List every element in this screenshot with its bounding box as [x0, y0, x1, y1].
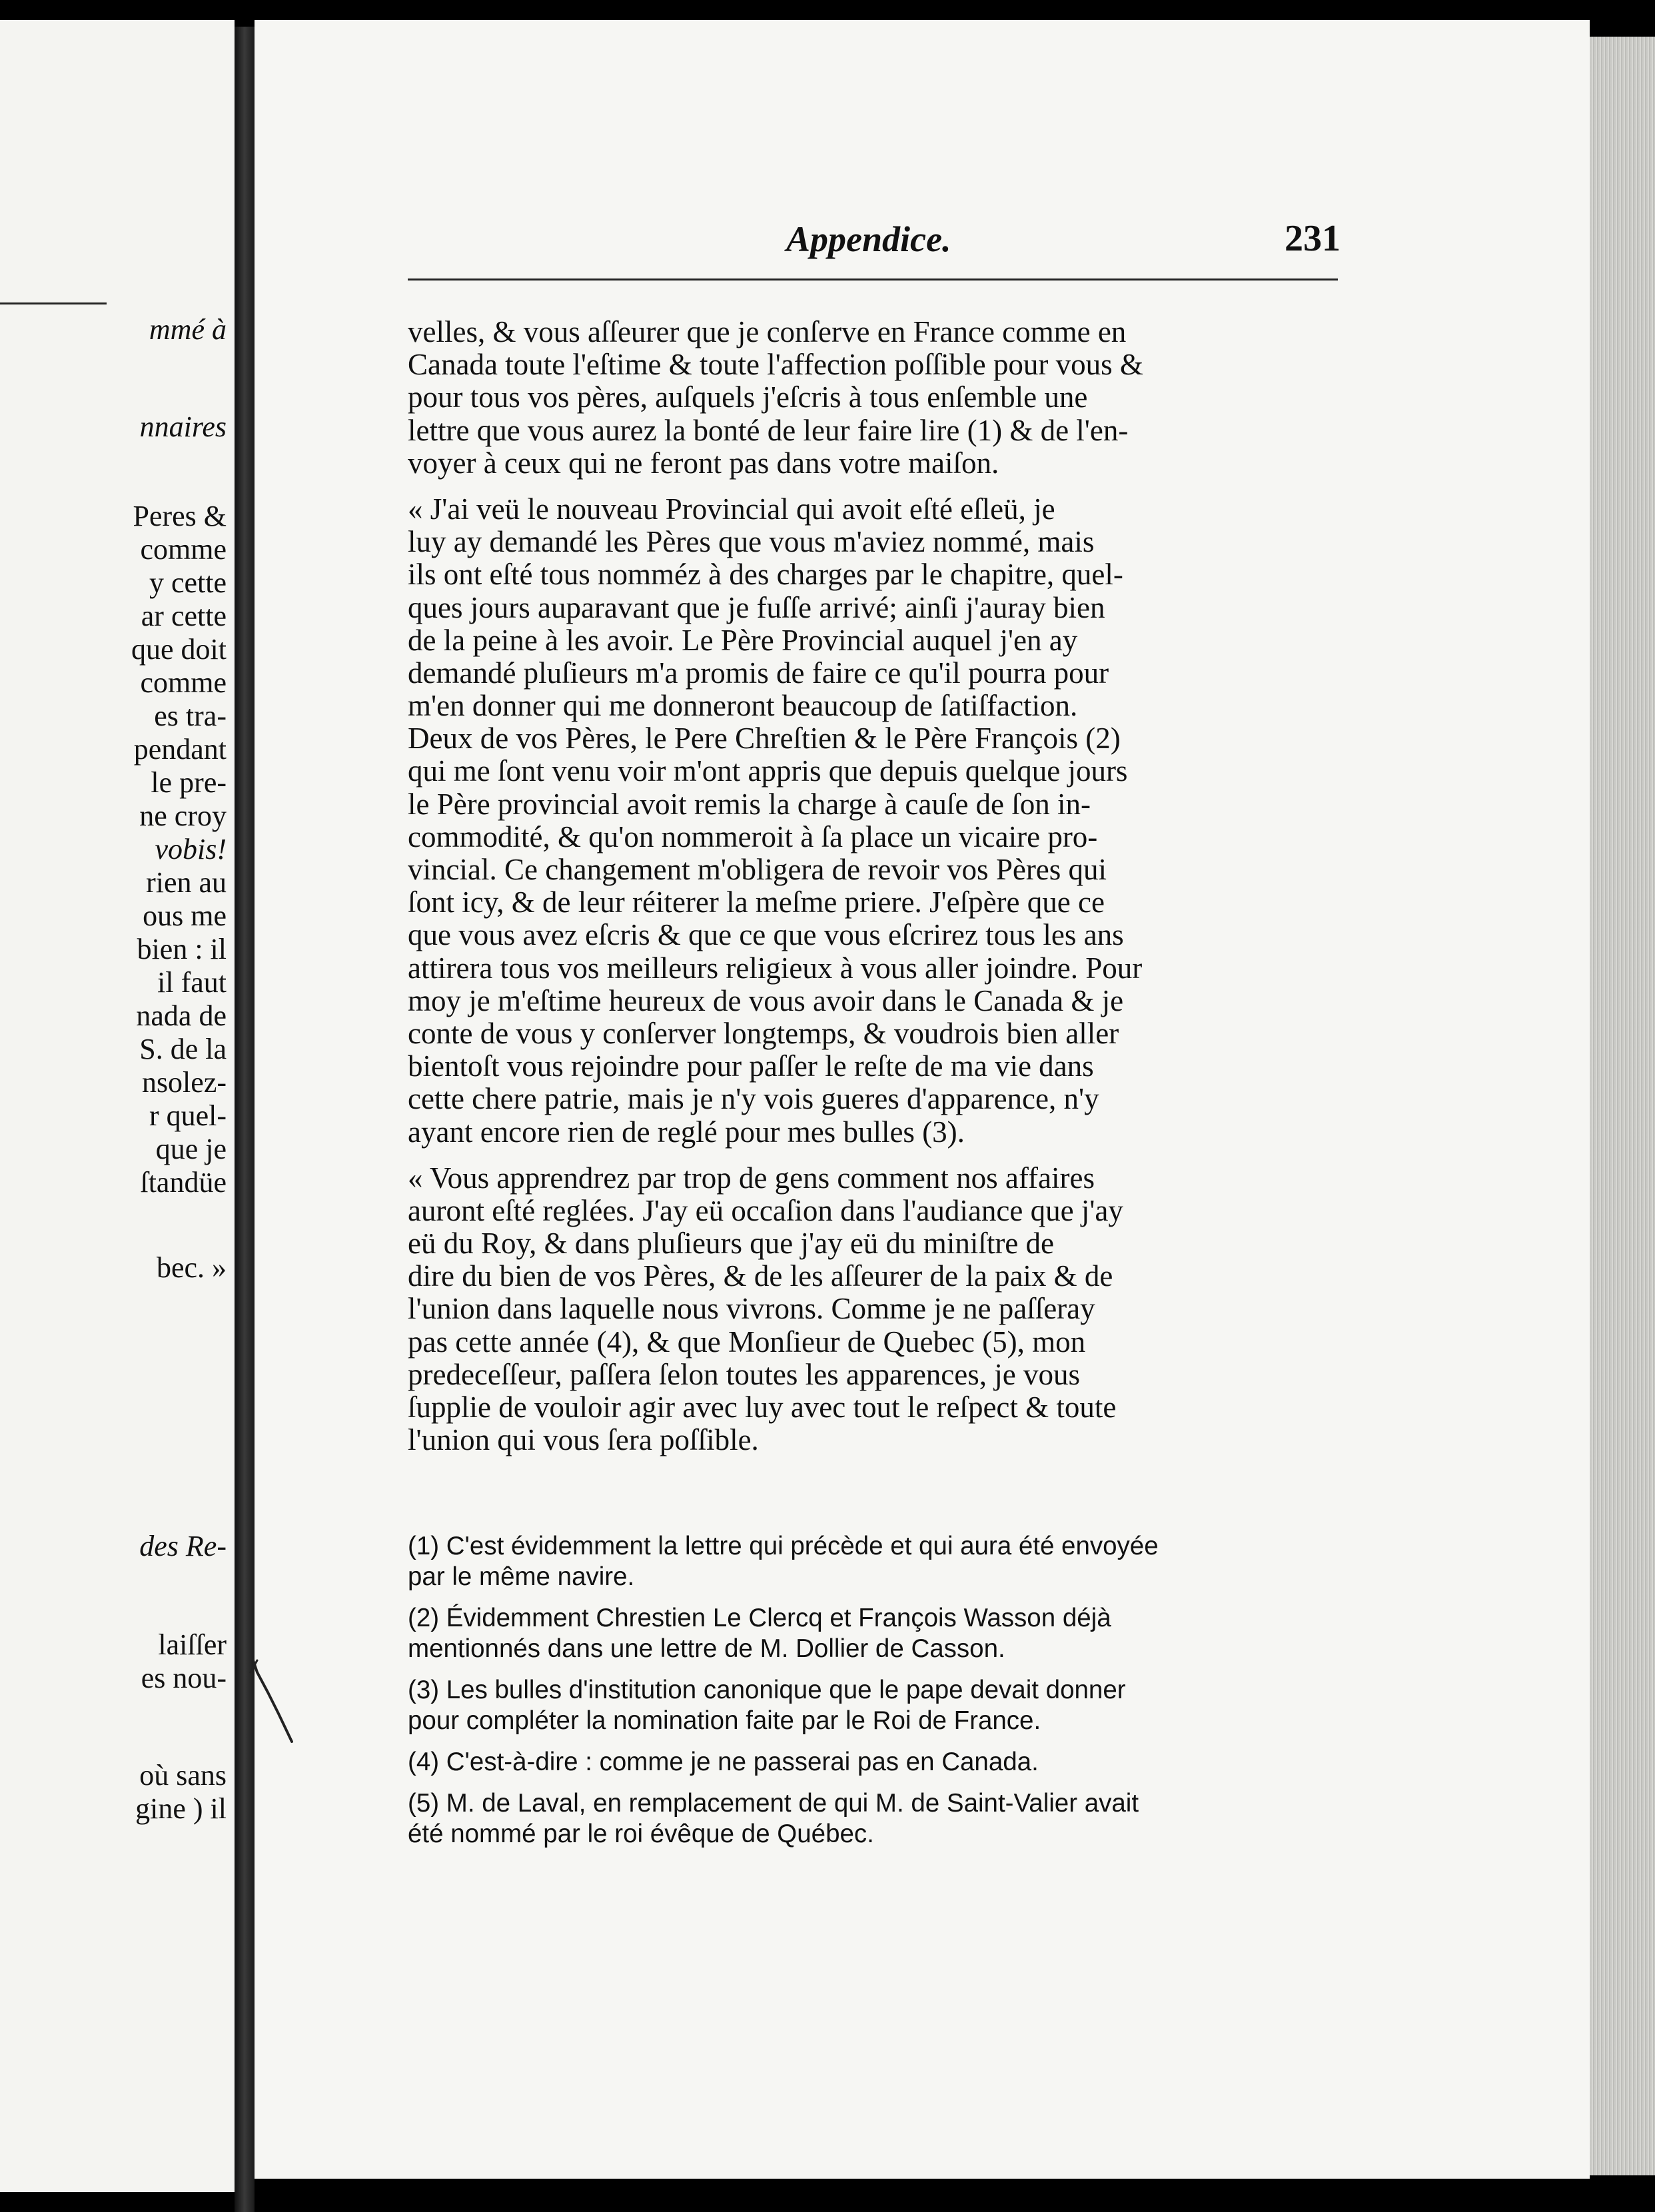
left-page-fragment: S. de la: [139, 1033, 227, 1065]
pencil-mark: [248, 1656, 301, 1750]
text-line: predeceſſeur, paſſera ſelon toutes les apparences, je vous: [408, 1357, 1081, 1391]
text-line: ques jours auparavant que je fuſſe arrivé; ainſi j'auray bien: [408, 590, 1105, 624]
left-page-fragment: ous me: [143, 899, 227, 932]
footnote-line: été nommé par le roi évêque de Québec.: [408, 1820, 874, 1848]
running-head: Appendice.: [786, 219, 951, 259]
footnote-line: par le même navire.: [408, 1562, 635, 1591]
left-page-fragment: comme: [140, 666, 227, 699]
left-page-edge: [0, 20, 235, 2192]
left-page-fragment: des Re-: [139, 1530, 227, 1562]
left-page-fragment: ſtandüe: [140, 1166, 227, 1199]
footnote-line: (1) C'est évidemment la lettre qui précède et qui aura été envoyée: [408, 1532, 1159, 1560]
text-line: luy ay demandé les Pères que vous m'aviez nommé, mais: [408, 525, 1095, 559]
text-line: moy je m'eſtime heureux de vous avoir dans le Canada & je: [408, 983, 1124, 1017]
text-line: bientoſt vous rejoindre pour paſſer le reſte de ma vie dans: [408, 1049, 1094, 1083]
left-page-fragment: es tra-: [154, 700, 227, 732]
text-line: voyer à ceux qui ne feront pas dans votre maiſon.: [408, 446, 999, 480]
text-line: conte de vous y conſerver longtemps, & voudrois bien aller: [408, 1016, 1119, 1050]
header-rule: [408, 278, 1338, 280]
footnote-line: mentionnés dans une lettre de M. Dollier de Casson.: [408, 1634, 1005, 1663]
text-line: de la peine à les avoir. Le Père Provincial auquel j'en ay: [408, 623, 1078, 657]
text-line: pour tous vos pères, auſquels j'eſcris à tous enſemble une: [408, 380, 1088, 414]
text-line: attirera tous vos meilleurs religieux à vous aller joindre. Pour: [408, 951, 1143, 985]
left-page-fragment: bien : il: [137, 933, 227, 965]
left-page-fragment: le pre-: [151, 766, 227, 799]
left-page-fragment: nnaires: [139, 410, 227, 443]
text-line: « J'ai veü le nouveau Provincial qui avoit eſté eſleü, je: [408, 492, 1055, 526]
left-page-fragment: nsolez-: [141, 1066, 227, 1099]
main-text: [408, 316, 1341, 1456]
left-page-fragment: gine ) il: [135, 1792, 227, 1825]
footnote-line: (2) Évidemment Chrestien Le Clercq et François Wasson déjà: [408, 1604, 1111, 1632]
footnote-line: (3) Les bulles d'institution canonique que le pape devait donner: [408, 1676, 1126, 1704]
text-line: demandé pluſieurs m'a promis de faire ce qu'il pourra pour: [408, 656, 1109, 690]
text-line: qui me ſont venu voir m'ont appris que depuis quelque jours: [408, 754, 1128, 788]
text-line: l'union dans laquelle nous vivrons. Comme je ne paſſeray: [408, 1292, 1095, 1326]
page-number: 231: [1285, 218, 1341, 259]
left-page-fragment: vobis!: [155, 833, 227, 865]
text-line: Canada toute l'eſtime & toute l'affection poſſible pour vous &: [408, 348, 1143, 382]
left-page-fragment: laiſſer: [158, 1628, 227, 1661]
book-gutter: [235, 27, 255, 2212]
footnote-line: pour compléter la nomination faite par le Roi de France.: [408, 1706, 1041, 1735]
footnote: [408, 1788, 1341, 1850]
text-line: cette chere patrie, mais je n'y vois gueres d'apparence, n'y: [408, 1082, 1099, 1116]
left-page-fragment: rien au: [146, 866, 227, 899]
page-edges: [1590, 37, 1655, 2175]
left-page-fragment: ar cette: [141, 600, 227, 632]
footnote: [408, 1747, 1341, 1778]
left-page-fragment: ne croy: [139, 800, 227, 832]
footnote: [408, 1675, 1341, 1736]
left-page-fragment: pendant: [133, 733, 227, 766]
left-page-fragment: es nou-: [141, 1662, 227, 1694]
footnote-line: (4) C'est-à-dire : comme je ne passerai pas en Canada.: [408, 1748, 1039, 1776]
left-page-fragment: Peres &: [133, 500, 227, 532]
text-line: ayant encore rien de reglé pour mes bulles (3).: [408, 1115, 965, 1149]
left-page-fragment: que doit: [131, 633, 227, 666]
paragraph: [408, 493, 1341, 1149]
text-line: eü du Roy, & dans pluſieurs que j'ay eü du miniſtre de: [408, 1227, 1055, 1261]
text-line: ſont icy, & de leur réiterer la meſme priere. J'eſpère que ce: [408, 885, 1105, 919]
left-page-fragment: y cette: [149, 566, 227, 599]
text-line: velles, & vous aſſeurer que je conſerve en France comme en: [408, 315, 1127, 348]
text-line: vincial. Ce changement m'obligera de revoir vos Pères qui: [408, 853, 1107, 886]
text-line: que vous avez eſcris & que ce que vous eſcrirez tous les ans: [408, 918, 1124, 952]
footnote: [408, 1531, 1341, 1592]
left-page-fragment: nada de: [136, 999, 227, 1032]
text-line: dire du bien de vos Pères, & de les aſſeurer de la paix & de: [408, 1259, 1113, 1293]
text-line: « Vous apprendrez par trop de gens comment nos affaires: [408, 1161, 1095, 1195]
left-page-fragment: bec. »: [156, 1251, 227, 1284]
text-line: ſupplie de vouloir agir avec luy avec tout le reſpect & toute: [408, 1390, 1117, 1424]
text-line: l'union qui vous ſera poſſible.: [408, 1423, 759, 1457]
paragraph: [408, 316, 1341, 480]
text-line: lettre que vous aurez la bonté de leur faire lire (1) & de l'en-: [408, 413, 1129, 447]
text-line: le Père provincial avoit remis la charge à cauſe de ſon in-: [408, 787, 1091, 821]
left-page-fragment: mmé à: [149, 313, 227, 346]
left-page-fragment: r quel-: [149, 1099, 227, 1132]
text-line: pas cette année (4), & que Monſieur de Quebec (5), mon: [408, 1325, 1086, 1359]
left-page-rule: [0, 302, 107, 304]
text-line: Deux de vos Pères, le Pere Chreſtien & le Père François (2): [408, 722, 1121, 756]
paragraph: [408, 1162, 1341, 1457]
text-line: m'en donner qui me donneront beaucoup de ſatiſfaction.: [408, 689, 1078, 723]
footnote-line: (5) M. de Laval, en remplacement de qui M. de Saint-Valier avait: [408, 1789, 1139, 1818]
left-page-fragment: que je: [155, 1133, 227, 1165]
left-page-fragment: il faut: [157, 966, 227, 999]
left-page-fragment: comme: [140, 533, 227, 566]
text-line: auront eſté reglées. J'ay eü occaſion dans l'audiance que j'ay: [408, 1193, 1123, 1227]
footnotes: [408, 1531, 1341, 1860]
text-line: commodité, & qu'on nommeroit à ſa place un vicaire pro-: [408, 820, 1098, 853]
footnote: [408, 1603, 1341, 1664]
text-line: ils ont eſté tous nomméz à des charges par le chapitre, quel-: [408, 558, 1123, 592]
left-page-fragment: où sans: [139, 1759, 227, 1792]
